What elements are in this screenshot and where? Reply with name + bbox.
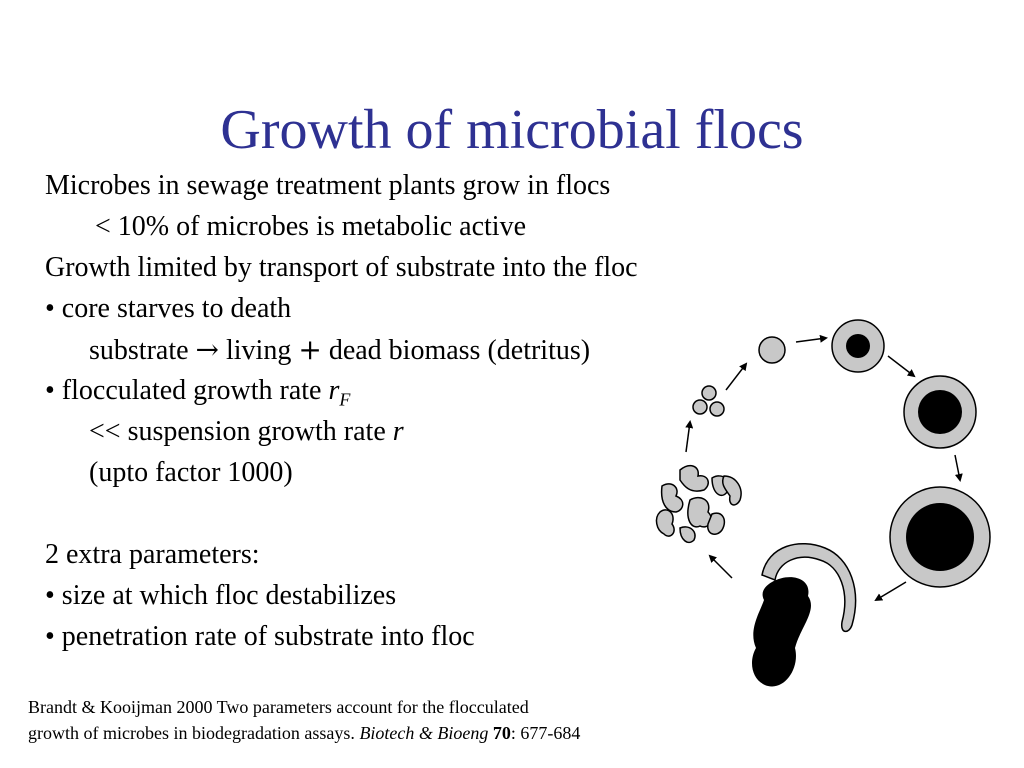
substrate-reaction: [89, 333, 590, 368]
arrow-large-floc-to-broken: [876, 582, 906, 600]
arrow-cells-to-cell: [726, 364, 746, 390]
reaction-living: living: [226, 335, 292, 366]
bullet-flocculated-rate: [45, 374, 350, 417]
reference-text: growth of microbes in biodegradation assays.: [28, 723, 360, 743]
reference-pages: : 677-684: [510, 723, 581, 743]
reaction-dead-biomass: dead biomass (detritus): [328, 335, 591, 366]
factor-line: (upto factor 1000): [89, 457, 293, 488]
single-cell-icon: [759, 337, 785, 363]
extra-parameters-heading: 2 extra parameters:: [45, 539, 260, 570]
parameter-penetration: • penetration rate of substrate into floc: [45, 621, 475, 652]
small-floc-icon: [832, 320, 884, 372]
reaction-arrow: →: [195, 333, 219, 366]
arrow-medium-to-large-floc: [955, 455, 960, 480]
slide-title: Growth of microbial flocs: [220, 99, 804, 161]
body-line-2-text: 10% of microbes is metabolic active: [117, 211, 526, 242]
parameter-size: • size at which floc destabilizes: [45, 580, 397, 611]
reference-volume: 70: [492, 723, 511, 743]
arrow-fragments-to-cells: [686, 422, 690, 452]
body-line-2: [95, 210, 526, 244]
less-than-symbol: <: [95, 211, 111, 242]
arrow-cell-to-small-floc: [796, 338, 826, 342]
reaction-substrate: substrate: [89, 335, 189, 366]
reaction-plus: +: [298, 333, 322, 366]
large-floc-icon: [890, 487, 990, 587]
reference-line-1: Brandt & Kooijman 2000 Two parameters account for the flocculated: [28, 697, 529, 717]
fragments-icon: [657, 466, 742, 543]
suspension-rate-line: [89, 415, 404, 449]
flocculated-rate-text: • flocculated growth rate: [45, 375, 329, 406]
bullet-core-starves: • core starves to death: [45, 293, 292, 324]
rate-variable: r: [328, 375, 340, 406]
arrow-broken-to-fragments: [710, 556, 732, 578]
medium-floc-icon: [904, 376, 976, 448]
rate-subscript: F: [339, 389, 351, 410]
released-cells-icon: [693, 386, 724, 416]
arrow-small-to-medium-floc: [888, 356, 914, 376]
reference-citation: [28, 694, 580, 746]
reference-journal: Biotech & Bioeng: [359, 723, 489, 743]
reference-line-2: [28, 720, 580, 746]
floc-lifecycle-diagram: [640, 310, 1010, 700]
body-line-3: Growth limited by transport of substrate into the floc: [45, 252, 638, 283]
broken-floc-icon: [752, 544, 856, 687]
suspension-rate-variable: r: [392, 416, 404, 447]
body-line-1: Microbes in sewage treatment plants grow in flocs: [45, 170, 611, 201]
suspension-rate-text: << suspension growth rate: [89, 416, 393, 447]
